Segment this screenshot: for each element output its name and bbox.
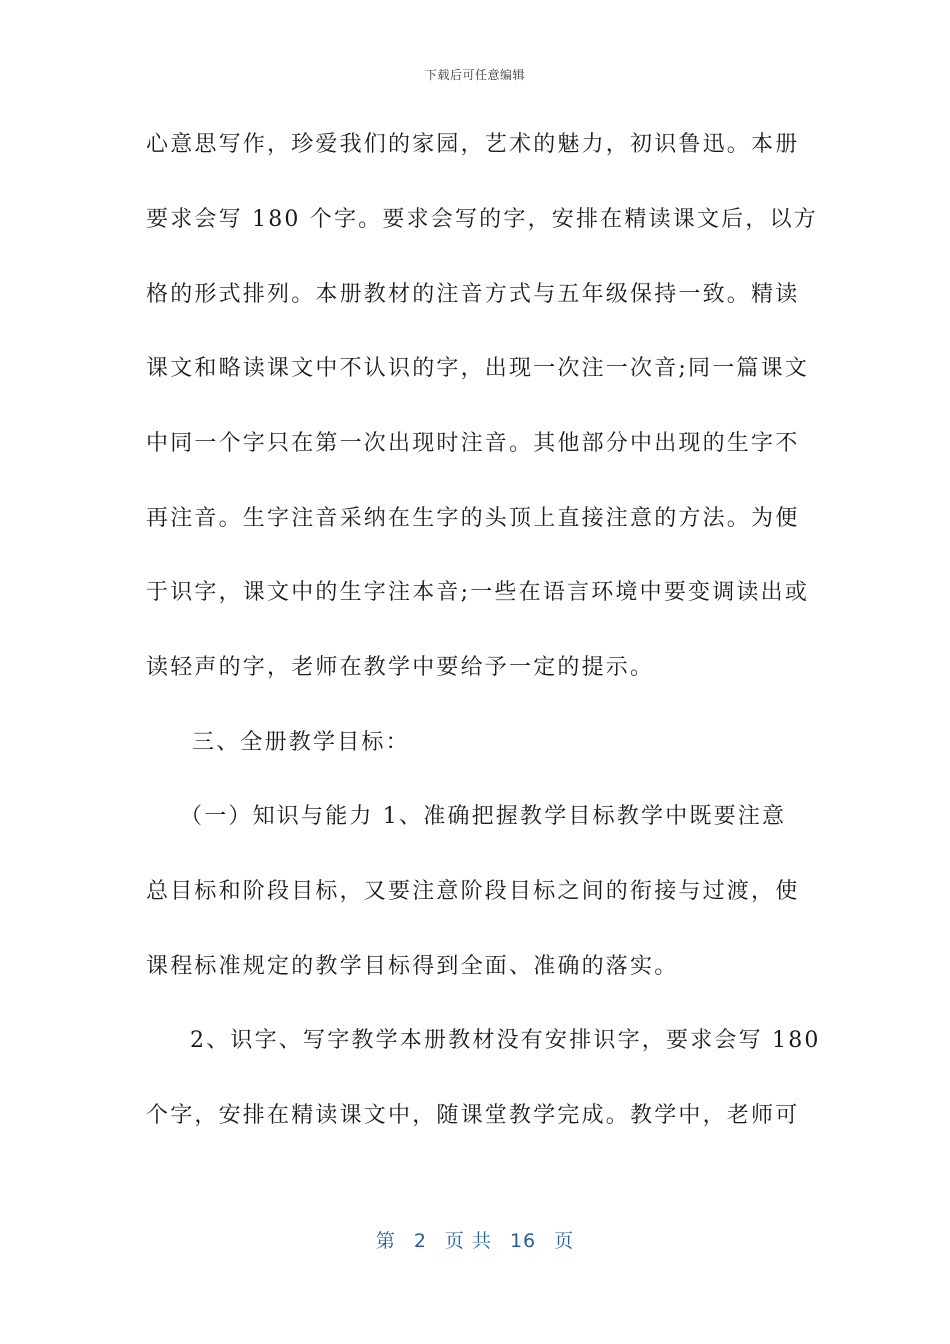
body-line: 于识字，课文中的生字注本音;一些在语言环境中要变调读出或 bbox=[146, 580, 810, 605]
body-line: 中同一个字只在第一次出现时注音。其他部分中出现的生字不 bbox=[146, 431, 800, 456]
section-heading: 三、全册教学目标： bbox=[192, 730, 410, 755]
body-line: 2、识字、写字教学本册教材没有安排识字，要求会写 180 bbox=[190, 1028, 821, 1053]
body-line: 总目标和阶段目标，又要注意阶段目标之间的衔接与过渡，使 bbox=[146, 879, 800, 904]
footer-middle: 页 共 bbox=[444, 1230, 492, 1252]
total-pages-number: 16 bbox=[509, 1230, 537, 1252]
body-line: 课文和略读课文中不认识的字，出现一次注一次音;同一篇课文 bbox=[146, 356, 810, 381]
page-footer bbox=[0, 1226, 950, 1253]
body-line: 个字，安排在精读课文中，随课堂教学完成。教学中，老师可 bbox=[146, 1103, 800, 1128]
subsection-line: （一）知识与能力 1、准确把握教学目标教学中既要注意 bbox=[180, 804, 787, 829]
header-note: 下载后可任意编辑 bbox=[424, 68, 525, 82]
footer-suffix: 页 bbox=[554, 1230, 575, 1252]
body-line: 格的形式排列。本册教材的注音方式与五年级保持一致。精读 bbox=[146, 282, 800, 307]
current-page-number: 2 bbox=[413, 1230, 427, 1252]
body-line: 再注音。生字注音采纳在生字的头顶上直接注意的方法。为便 bbox=[146, 506, 800, 531]
body-line: 读轻声的字，老师在教学中要给予一定的提示。 bbox=[146, 655, 655, 680]
footer-prefix: 第 bbox=[375, 1230, 396, 1252]
body-line: 心意思写作，珍爱我们的家园，艺术的魅力，初识鲁迅。本册 bbox=[146, 132, 800, 157]
body-line: 要求会写 180 个字。要求会写的字，安排在精读课文后，以方 bbox=[146, 207, 818, 232]
body-line: 课程标准规定的教学目标得到全面、准确的落实。 bbox=[146, 954, 679, 979]
